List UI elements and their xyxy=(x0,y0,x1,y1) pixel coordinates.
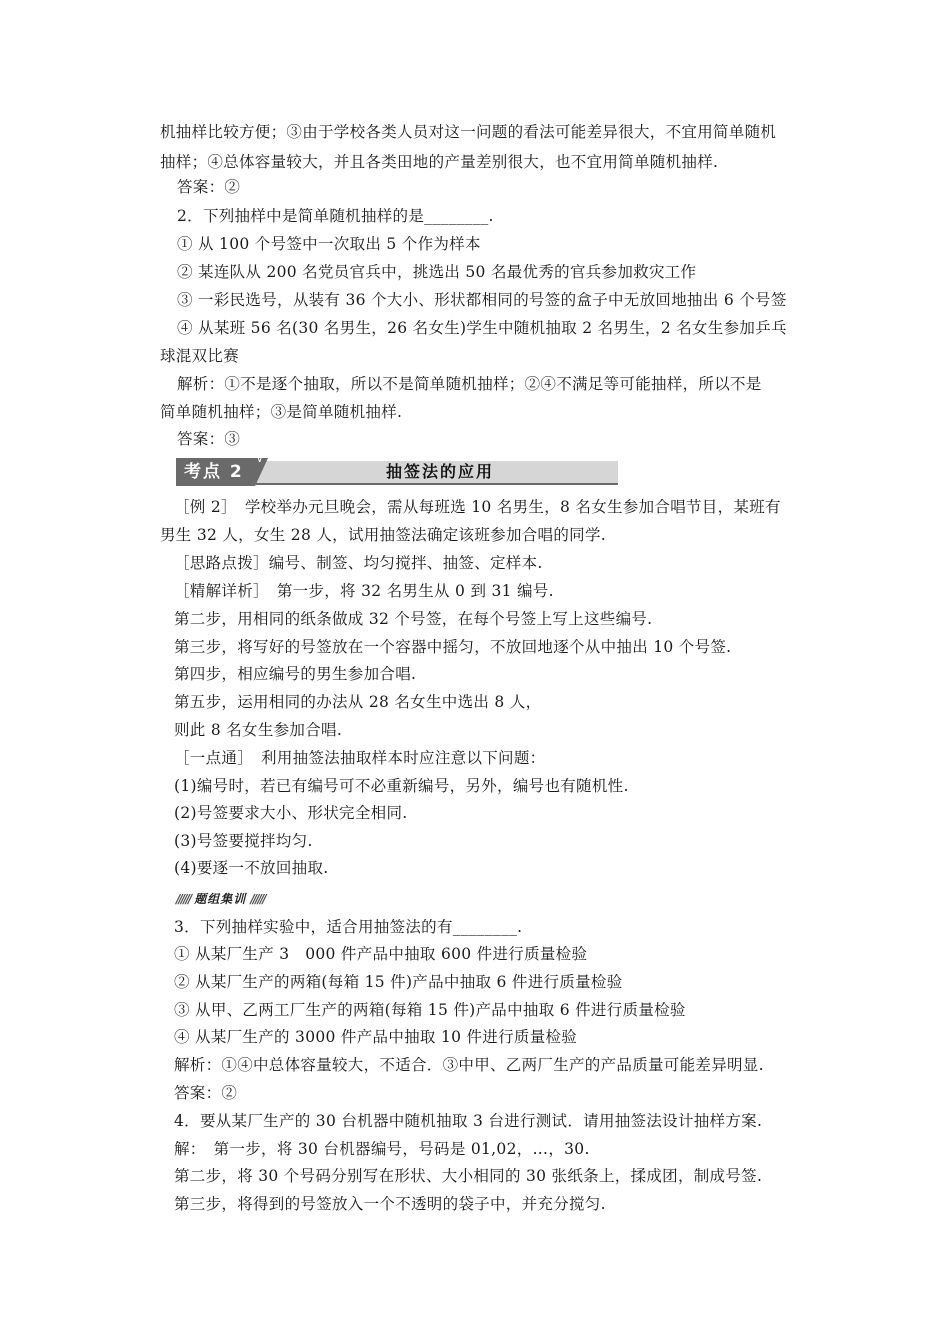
analysis-line: 解析：①④中总体容量较大，不适合．③中甲、乙两厂生产的产品质量可能差异明显. xyxy=(174,1056,764,1074)
option-3: ③ 一彩民选号，从装有 36 个大小、形状都相同的号签的盒子中无放回地抽出 6 个号签 xyxy=(177,291,787,309)
option-2: ② 从某厂生产的两箱(每箱 15 件)产品中抽取 6 件进行质量检验 xyxy=(174,973,623,991)
subheading-decoration: ////// xyxy=(176,892,191,906)
question-3: 3．下列抽样实验中，适合用抽签法的有________. xyxy=(174,918,523,936)
question-4: 4．要从某厂生产的 30 台机器中随机抽取 3 台进行测试．请用抽签法设计抽样方案. xyxy=(174,1112,763,1130)
step-line: 第四步，相应编号的男生参加合唱. xyxy=(174,665,417,683)
tip-item: (1)编号时，若已有编号可不必重新编号，另外，编号也有随机性. xyxy=(174,777,629,795)
text-line: 抽样；④总体容量较大，并且各类田地的产量差别很大，也不宜用简单随机抽样. xyxy=(160,153,719,171)
step-line: 第二步，用相同的纸条做成 32 个号签，在每个号签上写上这些编号. xyxy=(174,610,653,628)
option-1: ① 从某厂生产 3 000 件产品中抽取 600 件进行质量检验 xyxy=(174,945,588,963)
subheading-text: 题组集训 xyxy=(194,892,247,906)
tip-item: (3)号签要搅拌均匀. xyxy=(174,832,313,850)
option-4: ④ 从某班 56 名(30 名男生，26 名女生)学生中随机抽取 2 名男生，2 名女生参加乒乓 xyxy=(177,319,787,337)
question-2: 2．下列抽样中是简单随机抽样的是________. xyxy=(177,207,494,225)
subheading-decoration: ////// xyxy=(250,892,265,906)
section-banner xyxy=(176,454,618,486)
analysis-line: 解析：①不是逐个抽取，所以不是简单随机抽样；②④不满足等可能抽样，所以不是 xyxy=(177,375,762,393)
tip-line: ［一点通］ 利用抽签法抽取样本时应注意以下问题： xyxy=(174,749,546,767)
answer-line: 答案：② xyxy=(174,1084,238,1102)
step-line: 第三步，将得到的号签放入一个不透明的袋子中，并充分搅匀. xyxy=(174,1195,606,1213)
section-title: 抽签法的应用 xyxy=(386,462,495,481)
example-line: ［例 2］ 学校举办元旦晚会，需从每班选 10 名男生，8 名女生参加合唱节目，某班有 xyxy=(174,498,781,516)
tip-item: (2)号签要求大小、形状完全相同. xyxy=(174,804,408,822)
answer-line: 答案：② xyxy=(177,178,241,196)
solution-line: ［精解详析］ 第一步，将 32 名男生从 0 到 31 编号. xyxy=(174,582,554,600)
tip-item: (4)要逐一不放回抽取. xyxy=(174,859,329,877)
step-line: 第三步，将写好的号签放在一个容器中摇匀，不放回地逐个从中抽出 10 个号签. xyxy=(174,638,732,656)
text-line: 男生 32 人，女生 28 人，试用抽签法确定该班参加合唱的同学. xyxy=(160,526,606,544)
option-3: ③ 从甲、乙两工厂生产的两箱(每箱 15 件)产品中抽取 6 件进行质量检验 xyxy=(174,1001,686,1019)
solution-line: 解： 第一步，将 30 台机器编号，号码是 01,02，…，30. xyxy=(174,1140,590,1158)
chevron-icon: ∨ xyxy=(256,454,264,465)
hint-line: ［思路点拨］编号、制签、均匀搅拌、抽签、定样本. xyxy=(174,554,543,572)
text-line: 机抽样比较方便；③由于学校各类人员对这一问题的看法可能差异很大，不宜用简单随机 xyxy=(160,123,777,141)
step-line: 第五步，运用相同的办法从 28 名女生中选出 8 人， xyxy=(174,693,542,711)
banner-tag: 考点 2 xyxy=(184,462,244,482)
answer-line: 答案：③ xyxy=(177,430,241,448)
text-line: 球混双比赛 xyxy=(160,347,240,365)
text-line: 简单随机抽样；③是简单随机抽样. xyxy=(160,403,403,421)
option-1: ① 从 100 个号签中一次取出 5 个作为样本 xyxy=(177,235,481,253)
option-2: ② 某连队从 200 名党员官兵中，挑选出 50 名最优秀的官兵参加救灾工作 xyxy=(177,263,697,281)
exercise-subheading xyxy=(176,891,265,907)
option-4: ④ 从某厂生产的 3000 件产品中抽取 10 件进行质量检验 xyxy=(174,1028,578,1046)
step-line: 则此 8 名女生参加合唱. xyxy=(174,721,343,739)
step-line: 第二步，将 30 个号码分别写在形状、大小相同的 30 张纸条上，揉成团，制成号签. xyxy=(174,1167,763,1185)
